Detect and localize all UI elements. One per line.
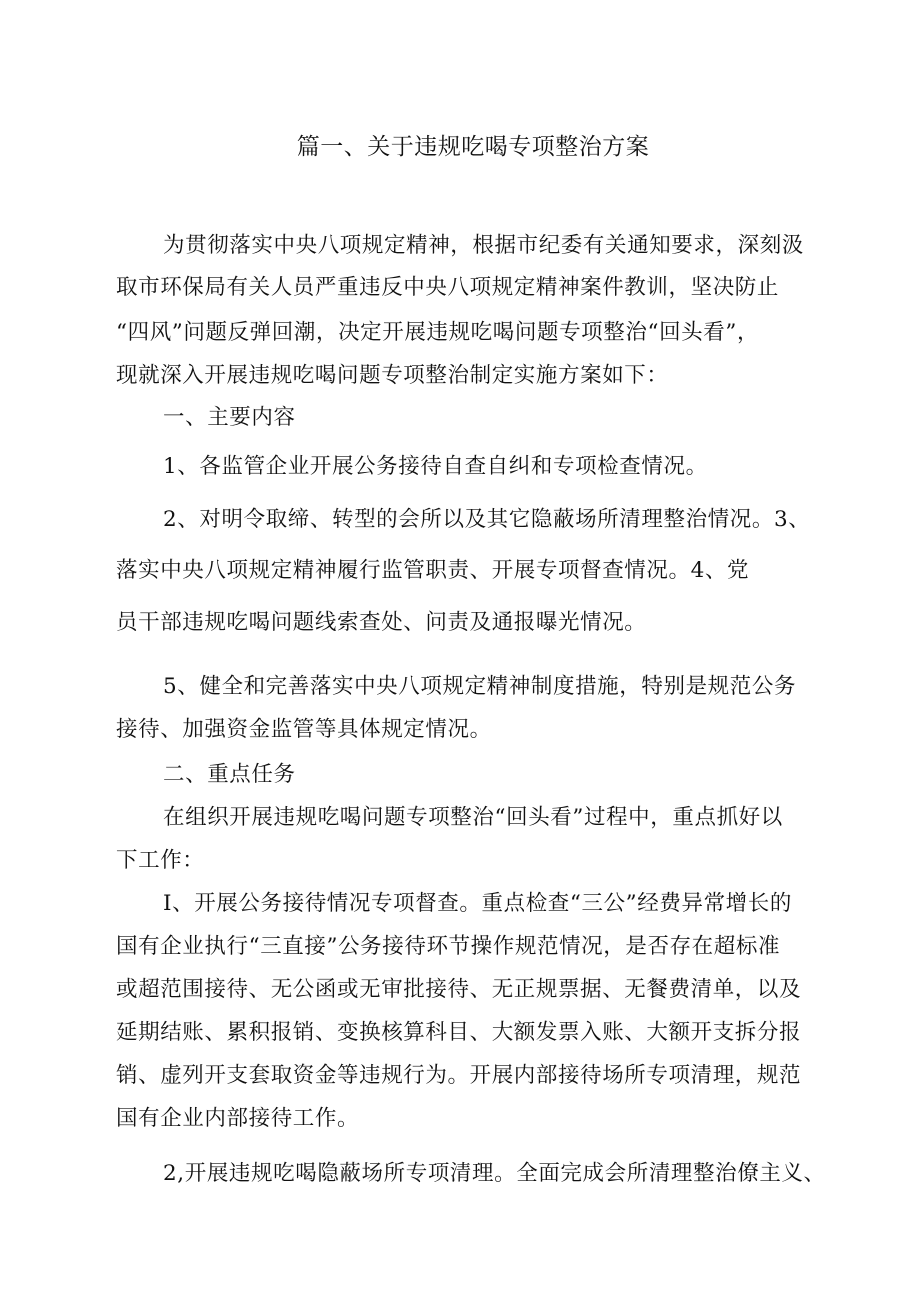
task1-line-5: 销、虚列开支套取资金等违规行为。开展内部接待场所专项清理，规范	[116, 1063, 802, 1088]
intro-line-2: 取市环保局有关人员严重违反中央八项规定精神案件教训，坚决防止	[116, 275, 780, 300]
section1-heading: 一、主要内容	[163, 405, 296, 430]
task1-line-6: 国有企业内部接待工作。	[116, 1106, 360, 1131]
task1-line-4: 延期结账、累积报销、变换核算科目、大额发票入账、大额开支拆分报	[116, 1020, 802, 1045]
section2-intro-line-2: 下工作：	[116, 848, 205, 873]
section2-heading: 二、重点任务	[163, 762, 296, 787]
task1-line-3: 或超范围接待、无公函或无审批接待、无正规票据、无餐费清单，以及	[116, 977, 802, 1002]
section1-item2-line-2: 落实中央八项规定精神履行监管职责、开展专项督查情况。4、党	[116, 558, 750, 583]
section1-item5-line-2: 接待、加强资金监管等具体规定情况。	[116, 717, 492, 742]
task1-line-1: I、开展公务接待情况专项督查。重点检查“三公”经费异常增长的	[163, 891, 792, 916]
section1-item2-line-1: 2、对明令取缔、转型的会所以及其它隐蔽场所清理整治情况。3、	[163, 507, 811, 532]
section2-intro-line-1: 在组织开展违规吃喝问题专项整治“回头看”过程中，重点抓好以	[163, 805, 783, 830]
document-title: 篇一、关于违规吃喝专项整治方案	[296, 134, 650, 160]
section1-item2-line-3: 员干部违规吃喝问题线索查处、问责及通报曝光情况。	[116, 610, 647, 635]
section1-item1: 1、各监管企业开展公务接待自查自纠和专项检查情况。	[163, 454, 708, 479]
task2-line-1: 2,开展违规吃喝隐蔽场所专项清理。全面完成会所清理整治僚主义、	[163, 1161, 826, 1186]
intro-line-4: 现就深入开展违规吃喝问题专项整治制定实施方案如下：	[116, 363, 669, 388]
intro-line-3: “四风”问题反弹回潮，决定开展违规吃喝问题专项整治“回头看”，	[116, 320, 760, 345]
section1-item5-line-1: 5、健全和完善落实中央八项规定精神制度措施，特别是规范公务	[163, 674, 797, 699]
intro-line-1: 为贯彻落实中央八项规定精神，根据市纪委有关通知要求，深刻汲	[163, 233, 804, 258]
task1-line-2: 国有企业执行“三直接”公务接待环节操作规范情况，是否存在超标准	[116, 934, 781, 959]
